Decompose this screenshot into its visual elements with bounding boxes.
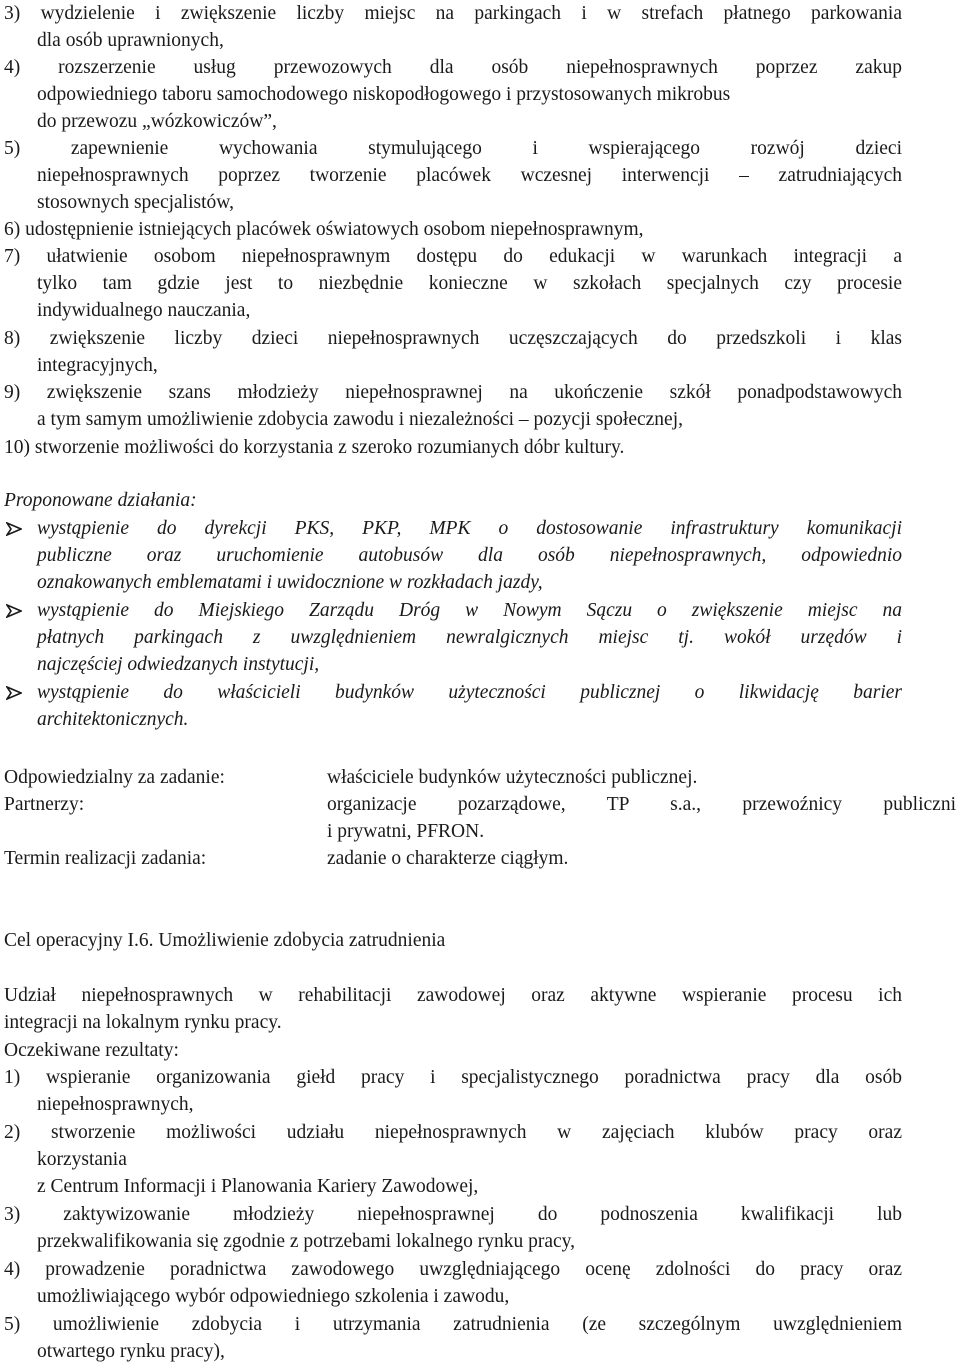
result-line: umożliwiającego wybór odpowiedniego szkolenia i zawodu, <box>37 1286 510 1307</box>
arrow-bullet-icon <box>4 515 26 542</box>
list-item-line: 6) udostępnienie istniejących placówek oświatowych osobom niepełnosprawnym, <box>4 219 644 240</box>
deadline-value: zadanie o charakterze ciągłym. <box>327 848 569 869</box>
list-item-line: 7) ułatwienie osobom niepełnosprawnym dostępu do edukacji w warunkach integracji a <box>4 246 902 267</box>
list-item-line: niepełnosprawnych poprzez tworzenie placówek wczesnej interwencji – zatrudniających <box>37 165 902 186</box>
list-item-line: 5) zapewnienie wychowania stymulującego i wspierającego rozwój dzieci <box>4 138 902 159</box>
list-item-line: stosownych specjalistów, <box>37 192 234 213</box>
action-line: płatnych parkingach z uwzględnieniem newralgicznych miejsc tj. wokół urzędów i <box>37 627 902 648</box>
result-line: 2) stworzenie możliwości udziału niepełnosprawnych w zajęciach klubów pracy oraz <box>4 1122 902 1143</box>
action-line: najczęściej odwiedzanych instytucji, <box>37 654 320 675</box>
result-line: otwartego rynku pracy), <box>37 1341 225 1362</box>
list-item-line: do przewozu „wózkowiczów”, <box>37 111 277 132</box>
result-line: 5) umożliwienie zdobycia i utrzymania zatrudnienia (ze szczególnym uwzględnieniem <box>4 1314 902 1335</box>
list-item-line: a tym samym umożliwienie zdobycia zawodu i niezależności – pozycji społecznej, <box>37 409 683 430</box>
result-line: z Centrum Informacji i Planowania Kariery Zawodowej, <box>37 1176 479 1197</box>
list-item-line: 10) stworzenie możliwości do korzystania z szeroko rozumianych dóbr kultury. <box>4 437 625 458</box>
action-line: oznakowanych emblematami i uwidocznione w rozkładach jazdy, <box>37 572 543 593</box>
responsible-label: Odpowiedzialny za zadanie: <box>4 767 225 788</box>
result-line: 3) zaktywizowanie młodzieży niepełnosprawnej do podnoszenia kwalifikacji lub <box>4 1204 902 1225</box>
list-item-line: 3) wydzielenie i zwiększenie liczby miejsc na parkingach i w strefach płatnego parkowania <box>4 3 902 24</box>
goal-description-line: Udział niepełnosprawnych w rehabilitacji zawodowej oraz aktywne wspieranie procesu ich <box>4 985 902 1006</box>
list-item-line: odpowiedniego taboru samochodowego niskopodłogowego i przystosowanych mikrobus <box>37 84 731 105</box>
list-item-line: tylko tam gdzie jest to niezbędnie konieczne w szkołach specjalnych czy procesie <box>37 273 902 294</box>
result-line: korzystania <box>37 1149 127 1170</box>
partners-value: organizacje pozarządowe, TP s.a., przewoźnicy publiczni <box>327 794 956 815</box>
list-item-line: 9) zwiększenie szans młodzieży niepełnosprawnej na ukończenie szkół ponadpodstawowych <box>4 382 902 403</box>
action-line: architektonicznych. <box>37 709 189 730</box>
partners-label: Partnerzy: <box>4 794 85 815</box>
list-item-line: dla osób uprawnionych, <box>37 30 224 51</box>
arrow-bullet-icon <box>4 597 26 624</box>
partners-value-continued: i prywatni, PFRON. <box>327 821 485 842</box>
result-line: 1) wspieranie organizowania giełd pracy i specjalistycznego poradnictwa pracy dla osób <box>4 1067 902 1088</box>
action-line: wystąpienie do Miejskiego Zarządu Dróg w Nowym Sączu o zwiększenie miejsc na <box>37 600 902 621</box>
result-line: przekwalifikowania się zgodnie z potrzebami lokalnego rynku pracy, <box>37 1231 576 1252</box>
responsible-value: właściciele budynków użyteczności publicznej. <box>327 767 698 788</box>
list-item-line: 8) zwiększenie liczby dzieci niepełnosprawnych uczęszczających do przedszkoli i klas <box>4 328 902 349</box>
goal-description-line: integracji na lokalnym rynku pracy. <box>4 1012 282 1033</box>
arrow-bullet-icon <box>4 679 26 706</box>
action-line: wystąpienie do dyrekcji PKS, PKP, MPK o dostosowanie infrastruktury komunikacji <box>37 518 902 539</box>
actions-heading: Proponowane działania: <box>4 490 197 511</box>
action-line: wystąpienie do właścicieli budynków użyteczności publicznej o likwidację barier <box>37 682 902 703</box>
goal-title: Cel operacyjny I.6. Umożliwienie zdobycia zatrudnienia <box>4 930 446 951</box>
list-item-line: indywidualnego nauczania, <box>37 300 251 321</box>
list-item-line: integracyjnych, <box>37 355 158 376</box>
result-line: niepełnosprawnych, <box>37 1094 194 1115</box>
result-line: 4) prowadzenie poradnictwa zawodowego uwzględniającego ocenę zdolności do pracy oraz <box>4 1259 902 1280</box>
list-item-line: 4) rozszerzenie usług przewozowych dla osób niepełnosprawnych poprzez zakup <box>4 57 902 78</box>
deadline-label: Termin realizacji zadania: <box>4 848 207 869</box>
results-heading: Oczekiwane rezultaty: <box>4 1040 179 1061</box>
action-line: publiczne oraz uruchomienie autobusów dla osób niepełnosprawnych, odpowiednio <box>37 545 902 566</box>
